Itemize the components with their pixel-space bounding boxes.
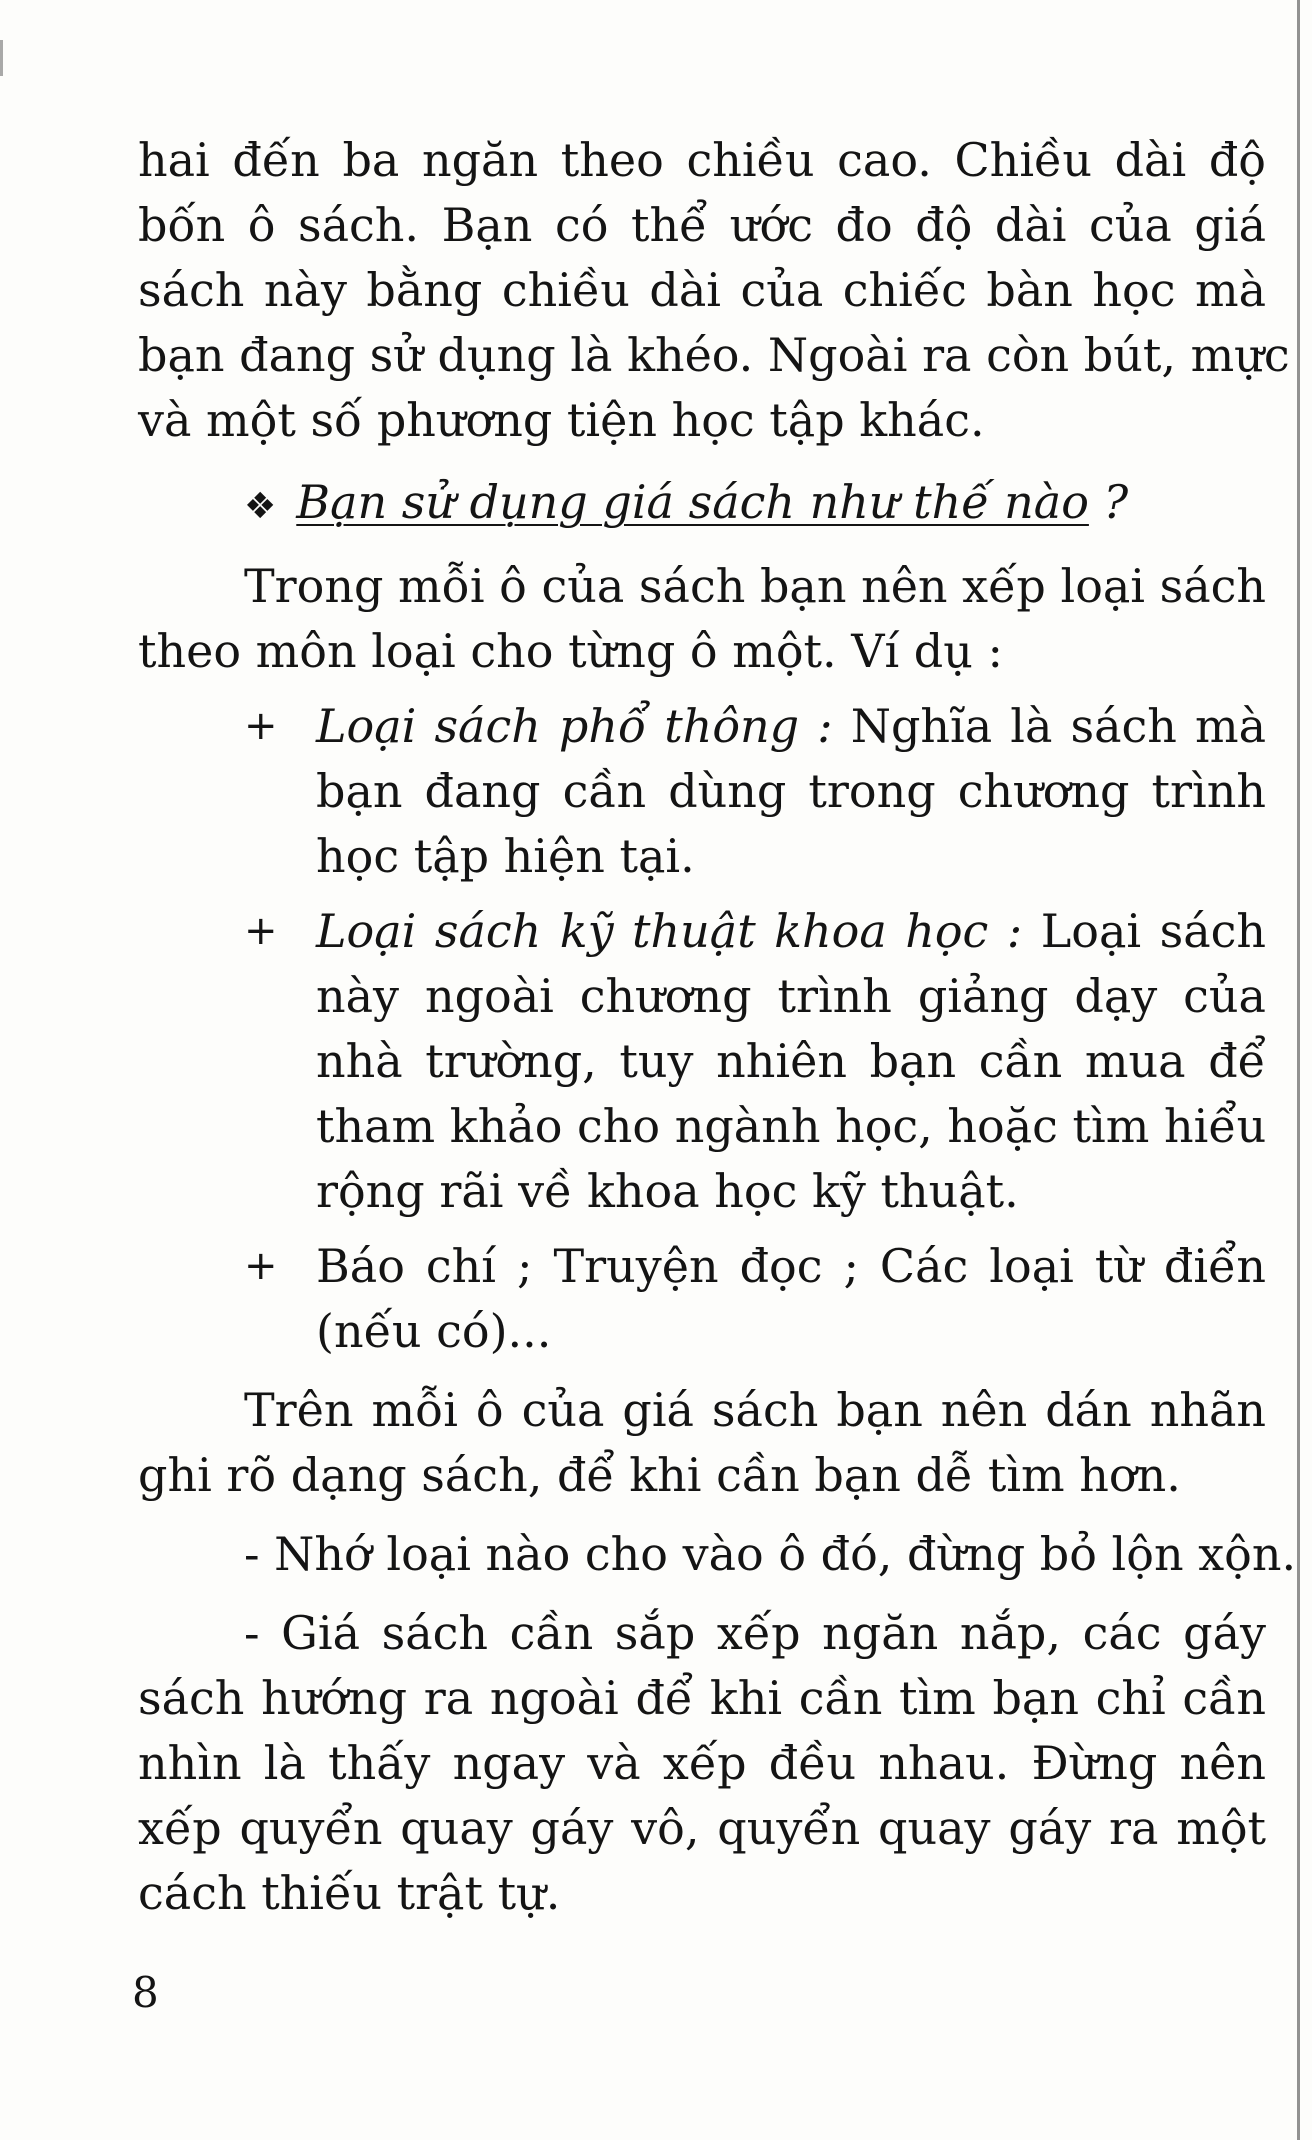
text-line: Báo chí ; Truyện đọc ; Các loại từ điển bbox=[316, 1239, 1266, 1293]
text-line: - Giá sách cần sắp xếp ngăn nắp, các gáy bbox=[244, 1606, 1266, 1660]
text-line: - Nhớ loại nào cho vào ô đó, đừng bỏ lộn xộn. bbox=[244, 1527, 1297, 1581]
paragraph-1 bbox=[138, 128, 1290, 453]
text-line: bạn đang cần dùng trong chương trình bbox=[316, 764, 1266, 818]
heading-question-mark: ? bbox=[1088, 475, 1129, 529]
text-line: ghi rõ dạng sách, để khi cần bạn dễ tìm hơn. bbox=[138, 1448, 1181, 1502]
text-line bbox=[316, 694, 1266, 759]
plus-marker: + bbox=[244, 703, 278, 749]
text-line: (nếu có)... bbox=[316, 1304, 552, 1358]
text-line bbox=[316, 899, 1266, 964]
heading-title: Bạn sử dụng giá sách như thế nào bbox=[296, 475, 1089, 529]
text-line: tham khảo cho ngành học, hoặc tìm hiểu bbox=[316, 1099, 1267, 1153]
text-line: theo môn loại cho từng ô một. Ví dụ : bbox=[138, 624, 1003, 678]
text-line: này ngoài chương trình giảng dạy của bbox=[316, 969, 1266, 1023]
page-number: 8 bbox=[132, 1968, 159, 2017]
paragraph-3 bbox=[138, 1378, 1266, 1508]
paragraph-5 bbox=[138, 1601, 1266, 1926]
text-line: hai đến ba ngăn theo chiều cao. Chiều dài độ bbox=[138, 133, 1266, 187]
list-item bbox=[138, 694, 1266, 889]
list-item bbox=[138, 1234, 1266, 1364]
text-line: bốn ô sách. Bạn có thể ước đo độ dài của giá bbox=[138, 198, 1266, 252]
plus-marker: + bbox=[244, 1243, 278, 1289]
page-edge-shadow bbox=[1297, 0, 1300, 2140]
paragraph-2 bbox=[138, 554, 1266, 684]
item-label: Loại sách kỹ thuật khoa học : bbox=[316, 904, 1023, 958]
text-line: nhà trường, tuy nhiên bạn cần mua để bbox=[316, 1034, 1266, 1088]
item-text: Nghĩa là sách mà bbox=[850, 699, 1266, 753]
item-text: Loại sách bbox=[1040, 904, 1267, 958]
page-text bbox=[138, 128, 1297, 1926]
diamond-bullet-icon: ❖ bbox=[244, 486, 277, 527]
text-line: bạn đang sử dụng là khéo. Ngoài ra còn bút, mực bbox=[138, 328, 1290, 382]
plus-marker: + bbox=[244, 908, 278, 954]
list-item bbox=[138, 899, 1266, 1224]
text-line: Trên mỗi ô của giá sách bạn nên dán nhãn bbox=[244, 1383, 1266, 1437]
text-line: xếp quyển quay gáy vô, quyển quay gáy ra một bbox=[138, 1801, 1266, 1855]
text-line: và một số phương tiện học tập khác. bbox=[138, 393, 985, 447]
text-line: học tập hiện tại. bbox=[316, 829, 695, 883]
text-line: sách này bằng chiều dài của chiếc bàn học mà bbox=[138, 263, 1266, 317]
paragraph-4 bbox=[138, 1522, 1297, 1587]
text-line: Trong mỗi ô của sách bạn nên xếp loại sách bbox=[244, 559, 1267, 613]
text-line: rộng rãi về khoa học kỹ thuật. bbox=[316, 1164, 1019, 1218]
section-heading bbox=[138, 465, 1266, 540]
item-label: Loại sách phổ thông : bbox=[316, 699, 833, 753]
scan-edge-mark bbox=[0, 40, 3, 76]
text-line: nhìn là thấy ngay và xếp đều nhau. Đừng nên bbox=[138, 1736, 1266, 1790]
text-line: sách hướng ra ngoài để khi cần tìm bạn chỉ cần bbox=[138, 1671, 1266, 1725]
text-line: cách thiếu trật tự. bbox=[138, 1866, 561, 1920]
